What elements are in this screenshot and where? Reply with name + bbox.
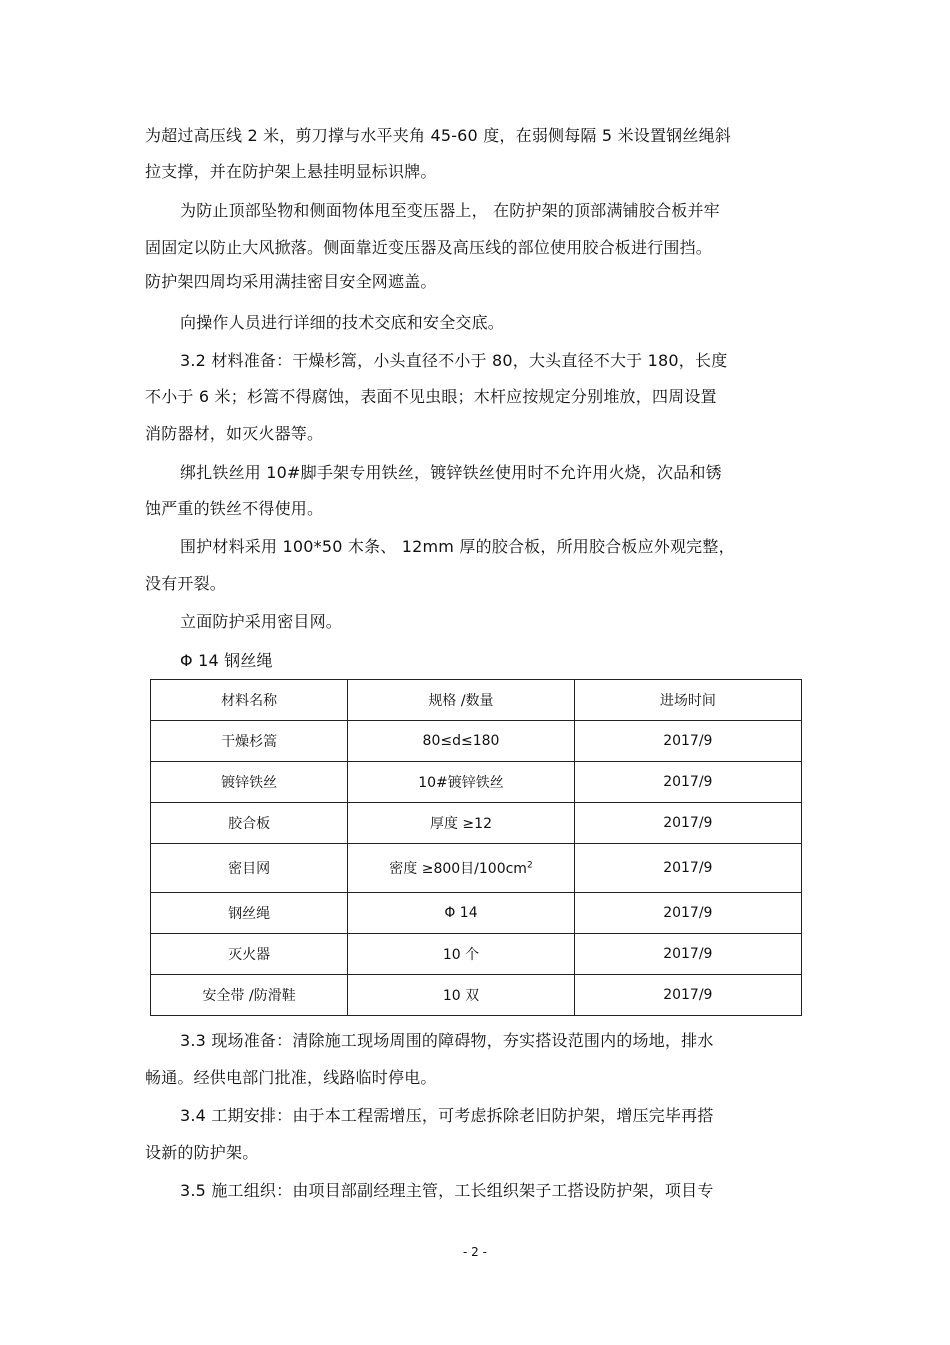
table-cell: 密目网 [151, 844, 348, 893]
table-header-cell: 材料名称 [151, 680, 348, 721]
table-cell: 80≤d≤180 [348, 721, 574, 762]
table-cell: 钢丝绳 [151, 893, 348, 934]
table-cell: 胶合板 [151, 803, 348, 844]
paragraph-line: 不小于 6 米；杉篙不得腐蚀，表面不见虫眼；木杆应按规定分别堆放，四周设置 [145, 387, 717, 406]
table-row [151, 762, 802, 803]
paragraph-line: 防护架四周均采用满挂密目安全网遮盖。 [145, 272, 437, 291]
paragraph-line: 消防器材，如灭火器等。 [145, 424, 324, 443]
table-cell: 干燥杉篙 [151, 721, 348, 762]
paragraph-line: Φ 14 钢丝绳 [180, 651, 273, 670]
table-cell: 2017/9 [574, 893, 801, 934]
paragraph-line: 围护材料采用 100*50 木条、 12mm 厚的胶合板，所用胶合板应外观完整， [180, 537, 735, 556]
density-unit: cm [505, 861, 527, 877]
page-number: - 2 - [463, 1245, 487, 1259]
table-row [151, 893, 802, 934]
paragraph-line: 绑扎铁丝用 10#脚手架专用铁丝，镀锌铁丝使用时不允许用火烧，次品和锈 [180, 463, 722, 482]
table-row [151, 934, 802, 975]
paragraph-line: 固固定以防止大风掀落。侧面靠近变压器及高压线的部位使用胶合板进行围挡。 [145, 238, 713, 257]
table-cell: 10 双 [348, 975, 574, 1016]
paragraph-line: 设新的防护架。 [145, 1143, 259, 1162]
table-cell: 灭火器 [151, 934, 348, 975]
table-cell: 2017/9 [574, 975, 801, 1016]
table-cell: 2017/9 [574, 762, 801, 803]
table-cell: 2017/9 [574, 803, 801, 844]
table-row [151, 844, 802, 893]
density-value: 密度 ≥800目/100 [389, 861, 506, 877]
table-row [151, 721, 802, 762]
table-cell: 10 个 [348, 934, 574, 975]
materials-table [150, 679, 802, 1016]
table-row [151, 803, 802, 844]
table-cell: 安全带 /防滑鞋 [151, 975, 348, 1016]
paragraph-line: 3.4 工期安排：由于本工程需增压，可考虑拆除老旧防护架，增压完毕再搭 [180, 1106, 714, 1125]
paragraph-line: 没有开裂。 [145, 574, 227, 593]
table-cell-density [348, 844, 574, 893]
table-cell: 2017/9 [574, 844, 801, 893]
table-cell: 2017/9 [574, 721, 801, 762]
table-cell: 厚度 ≥12 [348, 803, 574, 844]
paragraph-line: 3.5 施工组织：由项目部副经理主管，工长组织架子工搭设防护架，项目专 [180, 1181, 714, 1200]
paragraph-line: 蚀严重的铁丝不得使用。 [145, 499, 324, 518]
density-superscript: 2 [526, 860, 533, 871]
table-header-cell: 规格 /数量 [348, 680, 574, 721]
table-header-row [151, 680, 802, 721]
table-row [151, 975, 802, 1016]
paragraph-line: 立面防护采用密目网。 [180, 612, 343, 631]
table-header-cell: 进场时间 [574, 680, 801, 721]
table-cell: 10#镀锌铁丝 [348, 762, 574, 803]
paragraph-line: 3.2 材料准备：干燥杉篙，小头直径不小于 80，大头直径不大于 180，长度 [180, 351, 728, 370]
table-cell: Φ 14 [348, 893, 574, 934]
paragraph-line: 为防止顶部坠物和侧面物体甩至变压器上， 在防护架的顶部满铺胶合板并牢 [180, 201, 720, 220]
paragraph-line: 畅通。经供电部门批准，线路临时停电。 [145, 1068, 437, 1087]
paragraph-line: 为超过高压线 2 米，剪刀撑与水平夹角 45-60 度，在弱侧每隔 5 米设置钢丝绳斜 [145, 126, 731, 145]
paragraph-line: 拉支撑，并在防护架上悬挂明显标识牌。 [145, 162, 437, 181]
table-cell: 2017/9 [574, 934, 801, 975]
paragraph-line: 3.3 现场准备：清除施工现场周围的障碍物，夯实搭设范围内的场地，排水 [180, 1031, 714, 1050]
table-cell: 镀锌铁丝 [151, 762, 348, 803]
paragraph-line: 向操作人员进行详细的技术交底和安全交底。 [180, 313, 505, 332]
